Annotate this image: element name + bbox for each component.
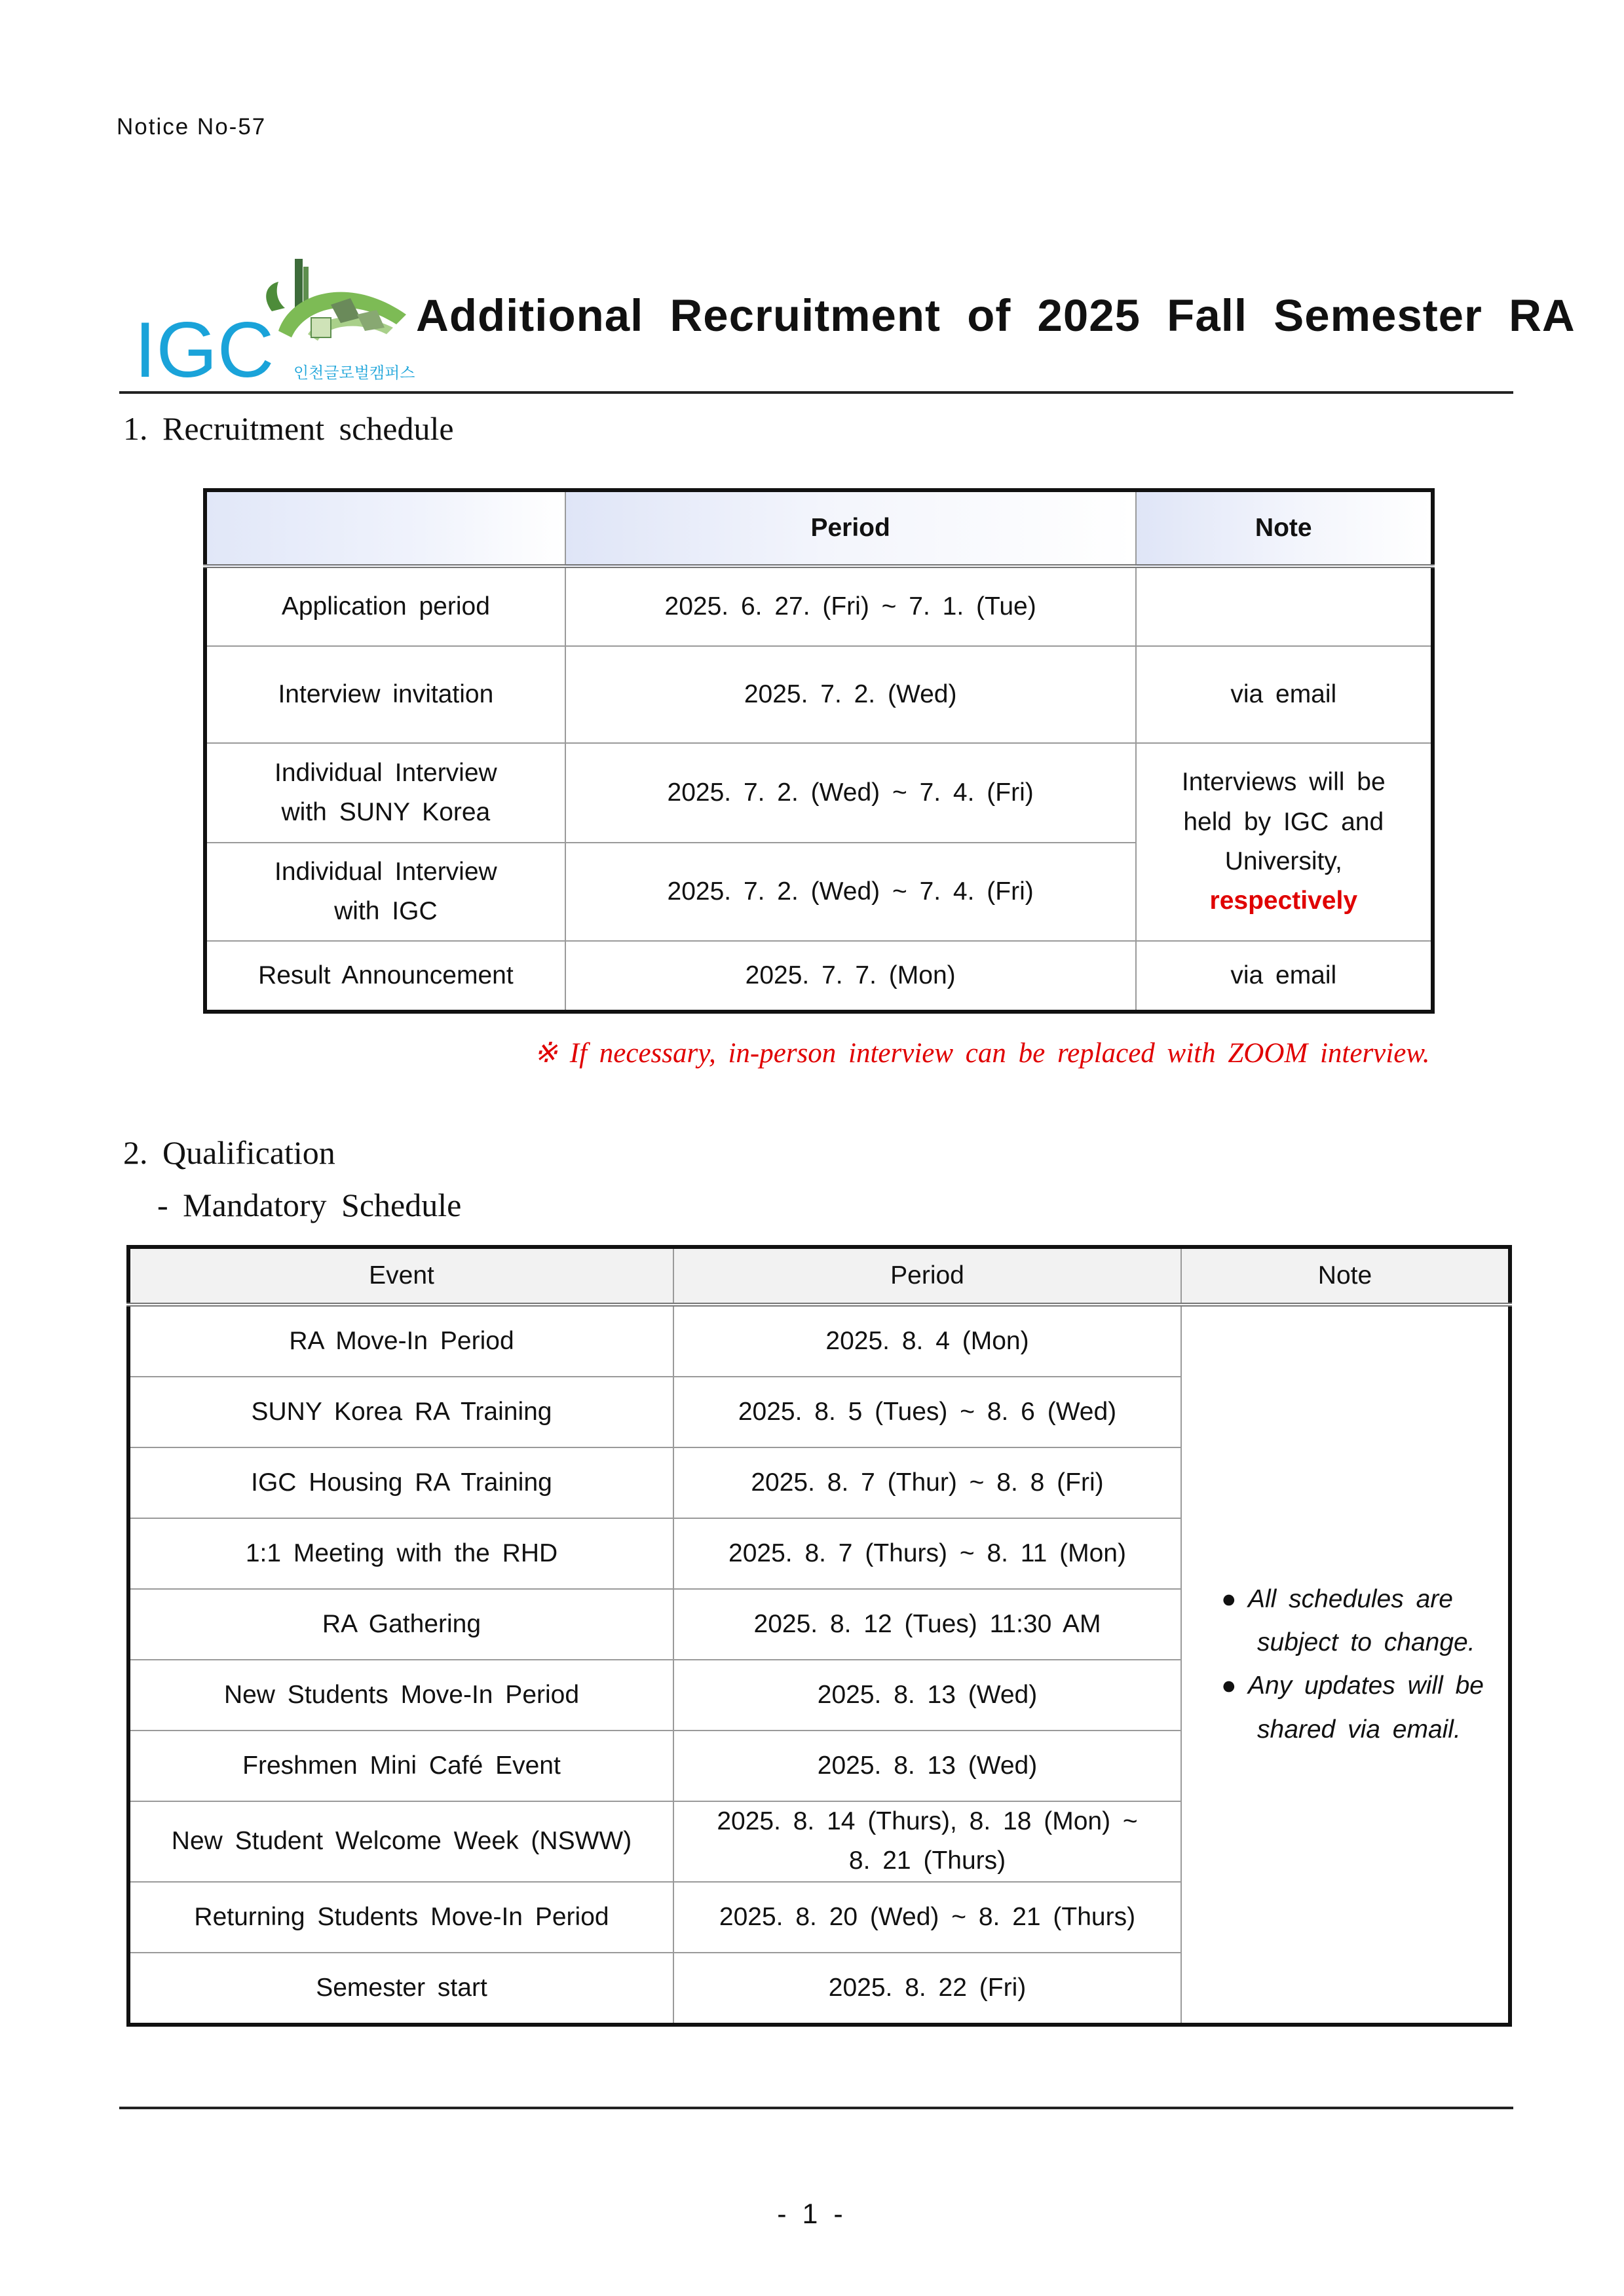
row-period: 2025. 8. 12 (Tues) 11:30 AM	[673, 1589, 1181, 1660]
column-header-note: Note	[1181, 1247, 1510, 1305]
note-bullet-continuation: shared via email.	[1257, 1715, 1461, 1744]
table-header-row	[128, 1247, 1510, 1305]
row-period: 2025. 6. 27. (Fri) ~ 7. 1. (Tue)	[565, 566, 1136, 646]
row-item-line: with SUNY Korea	[281, 798, 491, 826]
igc-logo	[134, 252, 416, 383]
footnote: ※ If necessary, in-person interview can be replaced with ZOOM interview.	[534, 1038, 1430, 1069]
row-item-line: Individual Interview	[274, 758, 497, 787]
row-item: Application period	[205, 566, 565, 646]
row-item: Interview invitation	[205, 646, 565, 743]
row-event: RA Gathering	[128, 1589, 673, 1660]
table-row	[205, 941, 1433, 1012]
row-period: 2025. 8. 7 (Thurs) ~ 8. 11 (Mon)	[673, 1518, 1181, 1589]
row-event: Semester start	[128, 1953, 673, 2025]
row-event: 1:1 Meeting with the RHD	[128, 1518, 673, 1589]
row-period: 2025. 7. 2. (Wed)	[565, 646, 1136, 743]
row-period: 2025. 7. 7. (Mon)	[565, 941, 1136, 1012]
notice-number: Notice No-57	[117, 114, 267, 140]
section-heading-qualification: 2. Qualification	[123, 1134, 335, 1171]
table-row	[205, 646, 1433, 743]
merged-note	[1136, 743, 1433, 941]
row-event: Freshmen Mini Café Event	[128, 1731, 673, 1801]
note-line: University,	[1224, 847, 1342, 875]
recruitment-schedule-table	[203, 488, 1435, 1014]
page-number: - 1 -	[777, 2198, 847, 2230]
note-line: Interviews will be	[1181, 768, 1386, 797]
row-period: 2025. 8. 13 (Wed)	[673, 1731, 1181, 1801]
page-title: Additional Recruitment of 2025 Fall Semester RA	[416, 290, 1576, 341]
table-row	[205, 743, 1433, 843]
row-period: 2025. 8. 7 (Thur) ~ 8. 8 (Fri)	[673, 1447, 1181, 1518]
row-period: 2025. 8. 20 (Wed) ~ 8. 21 (Thurs)	[673, 1882, 1181, 1953]
logo-wordmark: IGC	[134, 306, 274, 383]
note-bullet-continuation: subject to change.	[1257, 1628, 1475, 1657]
title-divider	[119, 391, 1513, 394]
row-item: Result Announcement	[205, 941, 565, 1012]
row-note: via email	[1136, 646, 1433, 743]
row-period: 2025. 8. 4 (Mon)	[673, 1305, 1181, 1377]
note-bullet: ● Any updates will be	[1221, 1672, 1484, 1700]
column-header-note: Note	[1136, 490, 1433, 566]
row-event: SUNY Korea RA Training	[128, 1377, 673, 1447]
row-period: 2025. 7. 2. (Wed) ~ 7. 4. (Fri)	[565, 843, 1136, 941]
section-heading-recruitment: 1. Recruitment schedule	[123, 410, 454, 447]
table-row	[205, 566, 1433, 646]
logo-subtext: 인천글로벌캠퍼스	[293, 364, 415, 382]
table-header-row	[205, 490, 1433, 566]
row-period-line: 2025. 8. 14 (Thurs), 8. 18 (Mon) ~	[717, 1807, 1138, 1835]
row-event: New Students Move-In Period	[128, 1660, 673, 1731]
row-event: RA Move-In Period	[128, 1305, 673, 1377]
row-event: Returning Students Move-In Period	[128, 1882, 673, 1953]
row-event: New Student Welcome Week (NSWW)	[128, 1801, 673, 1882]
row-note	[1136, 566, 1433, 646]
row-item-line: with IGC	[334, 897, 438, 925]
column-header-period: Period	[565, 490, 1136, 566]
column-header-item	[205, 490, 565, 566]
table-row	[128, 1305, 1510, 1377]
row-note: via email	[1136, 941, 1433, 1012]
note-line: held by IGC and	[1183, 807, 1384, 836]
schedule-note	[1181, 1305, 1510, 2025]
subheading-mandatory-schedule: - Mandatory Schedule	[157, 1187, 462, 1223]
footer-divider	[119, 2107, 1513, 2109]
row-item-line: Individual Interview	[274, 857, 497, 886]
column-header-period: Period	[673, 1247, 1181, 1305]
row-period: 2025. 8. 22 (Fri)	[673, 1953, 1181, 2025]
row-item	[205, 843, 565, 941]
row-event: IGC Housing RA Training	[128, 1447, 673, 1518]
row-period: 2025. 7. 2. (Wed) ~ 7. 4. (Fri)	[565, 743, 1136, 843]
row-period	[673, 1801, 1181, 1882]
row-period-line: 8. 21 (Thurs)	[848, 1846, 1006, 1875]
column-header-event: Event	[128, 1247, 673, 1305]
note-emphasis: respectively	[1209, 887, 1358, 915]
row-period: 2025. 8. 5 (Tues) ~ 8. 6 (Wed)	[673, 1377, 1181, 1447]
row-item	[205, 743, 565, 843]
row-period: 2025. 8. 13 (Wed)	[673, 1660, 1181, 1731]
mandatory-schedule-table	[126, 1245, 1512, 2027]
note-bullet: ● All schedules are	[1221, 1584, 1453, 1613]
